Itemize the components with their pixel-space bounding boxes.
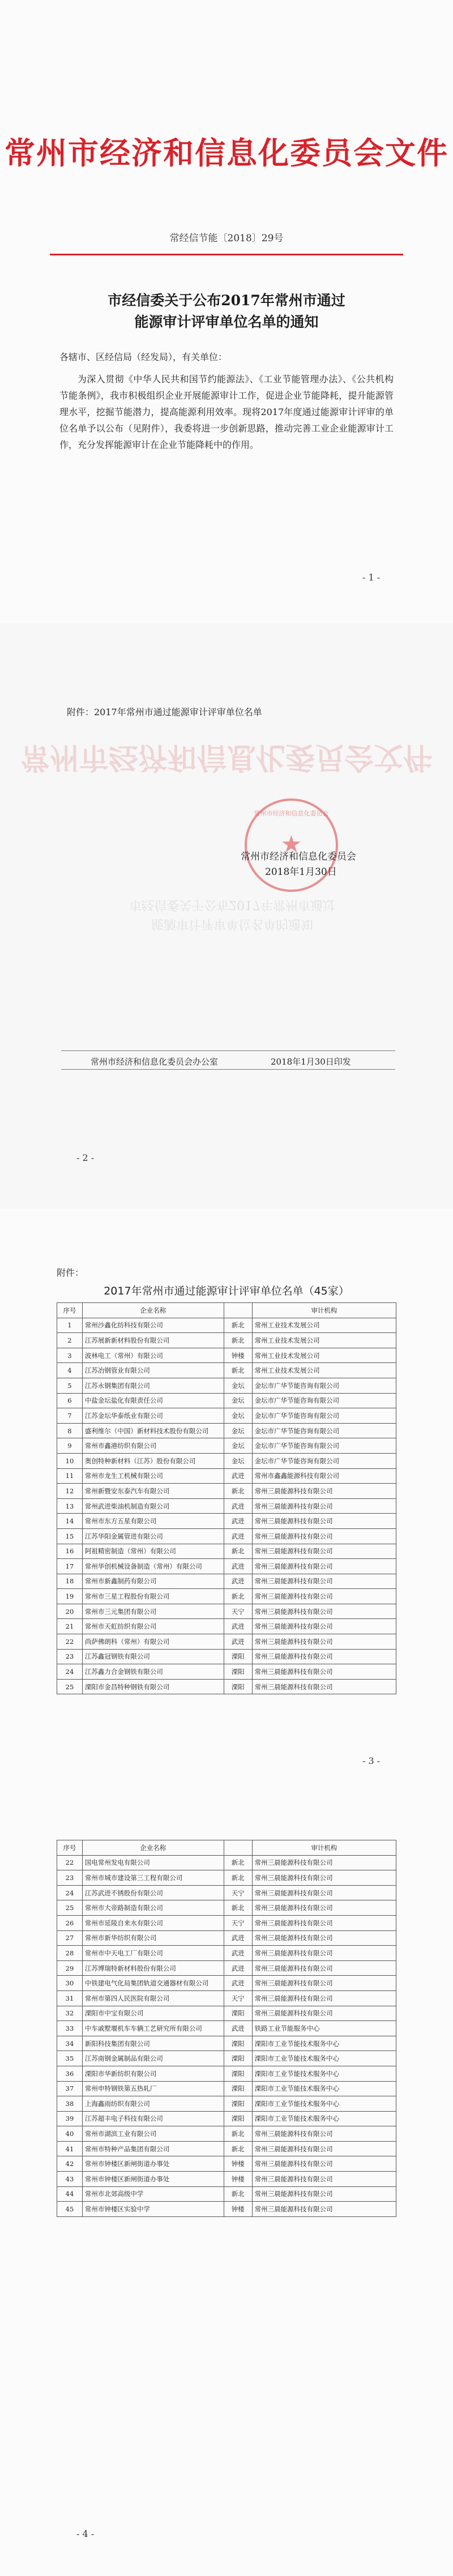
cell-company-name: 奥创特种新材料（江苏）股份有限公司 (82, 1453, 224, 1468)
cell-no: 44 (57, 2186, 83, 2202)
cell-company-name: 常州市湖滨工业有限公司 (82, 2126, 224, 2142)
cell-no: 24 (57, 1885, 83, 1900)
cell-audit-org: 常州三晨能源科技有限公司 (252, 1574, 396, 1589)
cell-area: 天宁 (224, 1990, 252, 2006)
cell-area: 武进 (224, 1528, 252, 1544)
page-number: - 4 - (76, 2528, 95, 2539)
addressee-line: 各辖市、区经信局（经发局），有关单位： (59, 352, 228, 362)
cell-audit-org: 常州三晨能源科技有限公司 (252, 1946, 396, 1961)
cell-audit-org: 常州三晨能源科技有限公司 (252, 1900, 396, 1916)
table-row (57, 2081, 396, 2096)
cell-audit-org: 常州三晨能源科技有限公司 (252, 1930, 396, 1946)
table-header-row (57, 1840, 396, 1856)
cell-area: 武进 (224, 1514, 252, 1529)
notice-title-line-1: 市经信委关于公布2017年常州市通过 (108, 292, 345, 309)
footer-rule-bottom (61, 1069, 395, 1070)
cell-audit-org: 金坛市广华节能咨询有限公司 (252, 1378, 396, 1393)
cell-company-name: 中盐金坛盐化有限责任公司 (82, 1393, 224, 1408)
table-row (57, 2202, 396, 2217)
cell-no: 38 (57, 2096, 83, 2112)
cell-audit-org: 常州三晨能源科技有限公司 (252, 2126, 396, 2142)
document-page-3 (0, 1209, 453, 1815)
cell-no: 13 (57, 1498, 83, 1514)
cell-no: 22 (57, 1634, 83, 1650)
seal-star-icon: ★ (280, 830, 302, 858)
header-no: 序号 (57, 1840, 83, 1856)
cell-audit-org: 常州三晨能源科技有限公司 (252, 1855, 396, 1870)
cell-area: 溧阳 (224, 1664, 252, 1680)
cell-audit-org: 常州工业技术发展公司 (252, 1318, 396, 1333)
cell-audit-org: 常州三晨能源科技有限公司 (252, 2156, 396, 2172)
cell-no: 2 (57, 1333, 83, 1348)
cell-audit-org: 常州三晨能源科技有限公司 (252, 1589, 396, 1604)
attachment-label: 附件： (57, 1267, 84, 1278)
cell-no: 10 (57, 1453, 83, 1468)
header-no: 序号 (57, 1303, 83, 1318)
cell-no: 45 (57, 2202, 83, 2217)
cell-company-name: 波林电工（常州）有限公司 (82, 1348, 224, 1363)
page-number: - 2 - (76, 1152, 95, 1163)
cell-company-name: 常州市钟楼区实验中学 (82, 2202, 224, 2217)
table-row (57, 2172, 396, 2187)
table-row (57, 2126, 396, 2142)
table-row (57, 1855, 396, 1870)
cell-no: 14 (57, 1514, 83, 1529)
cell-area: 金坛 (224, 1438, 252, 1454)
header-org: 审计机构 (252, 1303, 396, 1318)
signature-date: 2018年1月30日 (265, 866, 337, 878)
cell-audit-org: 常州三晨能源科技有限公司 (252, 2006, 396, 2021)
table-row (57, 1649, 396, 1664)
cell-audit-org: 常州三晨能源科技有限公司 (252, 2202, 396, 2217)
cell-no: 36 (57, 2066, 83, 2081)
cell-area: 金坛 (224, 1423, 252, 1438)
cell-audit-org: 常州三晨能源科技有限公司 (252, 1514, 396, 1529)
cell-company-name: 溧阳市金昌特种钢铁有限公司 (82, 1679, 224, 1694)
cell-company-name: 常州市钟楼区新闸街道办事处 (82, 2172, 224, 2187)
cell-no: 42 (57, 2156, 83, 2172)
cell-area: 新北 (224, 2141, 252, 2156)
issuing-office: 常州市经济和信息化委员会办公室 (91, 1057, 219, 1067)
table-row (57, 1559, 396, 1574)
cell-area: 新北 (224, 1318, 252, 1333)
table-row (57, 2066, 396, 2081)
cell-audit-org: 溧阳市工业节能技术服务中心 (252, 2036, 396, 2051)
table-row (57, 1438, 396, 1454)
cell-audit-org: 常州市鑫鑫能源科技有限公司 (252, 1468, 396, 1484)
table-row (57, 1960, 396, 1976)
cell-company-name: 常州市大帝路制造有限公司 (82, 1900, 224, 1916)
cell-audit-org: 常州三晨能源科技有限公司 (252, 1619, 396, 1634)
cell-audit-org: 常州工业技术发展公司 (252, 1333, 396, 1348)
cell-no: 22 (57, 1855, 83, 1870)
cell-company-name: 江苏鑫冠钢铁有限公司 (82, 1649, 224, 1664)
audit-list-table-part-1 (57, 1302, 396, 1694)
cell-company-name: 常州市东方五星有限公司 (82, 1514, 224, 1529)
cell-no: 8 (57, 1423, 83, 1438)
cell-no: 43 (57, 2172, 83, 2187)
bleed-through-title-2: 能源审计评审单位名单的通知 (151, 917, 313, 931)
cell-area: 武进 (224, 1559, 252, 1574)
cell-area: 钟楼 (224, 1348, 252, 1363)
cell-no: 6 (57, 1393, 83, 1408)
seal-ring-text: 常州市经济和信息化委员会 (254, 810, 329, 817)
cell-no: 27 (57, 1930, 83, 1946)
cell-company-name: 国电常州发电有限公司 (82, 1855, 224, 1870)
document-number: 常经信节能〔2018〕29号 (169, 233, 284, 244)
cell-area: 金坛 (224, 1378, 252, 1393)
cell-audit-org: 溧阳市工业节能技术服务中心 (252, 2111, 396, 2126)
cell-no: 29 (57, 1960, 83, 1976)
cell-company-name: 盛利维尔（中国）新材料技术股份有限公司 (82, 1423, 224, 1438)
cell-no: 39 (57, 2111, 83, 2126)
cell-audit-org: 溧阳市工业节能技术服务中心 (252, 2066, 396, 2081)
cell-company-name: 常州沙鑫化纺科技有限公司 (82, 1318, 224, 1333)
cell-area: 钟楼 (224, 2202, 252, 2217)
table-row (57, 1318, 396, 1333)
cell-no: 9 (57, 1438, 83, 1454)
cell-no: 23 (57, 1870, 83, 1886)
cell-area: 武进 (224, 2021, 252, 2036)
cell-area: 金坛 (224, 1453, 252, 1468)
cell-audit-org: 常州三晨能源科技有限公司 (252, 1679, 396, 1694)
cell-area: 溧阳 (224, 1679, 252, 1694)
red-divider-rule (50, 254, 403, 255)
page-number: - 1 - (362, 572, 381, 583)
cell-area: 天宁 (224, 1604, 252, 1619)
table-row (57, 1528, 396, 1544)
cell-company-name: 江苏展新新材料股份有限公司 (82, 1333, 224, 1348)
table-row (57, 1930, 396, 1946)
table-row (57, 1679, 396, 1694)
cell-audit-org: 常州三晨能源科技有限公司 (252, 1885, 396, 1900)
cell-audit-org: 常州三晨能源科技有限公司 (252, 1960, 396, 1976)
cell-company-name: 江苏永钢集团有限公司 (82, 1378, 224, 1393)
cell-area: 新北 (224, 1544, 252, 1559)
cell-no: 17 (57, 1559, 83, 1574)
cell-company-name: 江苏超丰电子科技有限公司 (82, 2111, 224, 2126)
header-area (224, 1840, 252, 1856)
cell-company-name: 常州武进柴油机制造有限公司 (82, 1498, 224, 1514)
cell-no: 26 (57, 1915, 83, 1930)
cell-area: 溧阳 (224, 2036, 252, 2051)
cell-company-name: 江苏武进不锈股份有限公司 (82, 1885, 224, 1900)
list-title: 2017年常州市通过能源审计评审单位名单（45家） (104, 1285, 349, 1297)
cell-area: 武进 (224, 1976, 252, 1991)
cell-no: 23 (57, 1649, 83, 1664)
cell-area: 溧阳 (224, 2096, 252, 2112)
cell-audit-org: 溧阳市工业节能技术服务中心 (252, 2096, 396, 2112)
cell-audit-org: 常州三晨能源科技有限公司 (252, 1498, 396, 1514)
cell-audit-org: 常州三晨能源科技有限公司 (252, 2172, 396, 2187)
cell-company-name: 溧阳市华新纺织有限公司 (82, 2066, 224, 2081)
cell-area: 溧阳 (224, 2066, 252, 2081)
cell-area: 武进 (224, 1634, 252, 1650)
cell-area: 新北 (224, 2126, 252, 2142)
attachment-reference: 附件：2017年常州市通过能源审计评审单位名单 (67, 707, 262, 717)
cell-company-name: 江苏鑫力合金钢铁有限公司 (82, 1664, 224, 1680)
table-row (57, 1589, 396, 1604)
cell-audit-org: 常州三晨能源科技有限公司 (252, 2141, 396, 2156)
cell-company-name: 常州市钟楼区新闸街道办事处 (82, 2156, 224, 2172)
cell-no: 5 (57, 1378, 83, 1393)
table-row (57, 1408, 396, 1424)
cell-no: 25 (57, 1679, 83, 1694)
table-row (57, 1634, 396, 1650)
audit-list-table-part-2 (57, 1840, 396, 2217)
table-row (57, 2141, 396, 2156)
table-row (57, 1664, 396, 1680)
cell-company-name: 常州市三元集团有限公司 (82, 1604, 224, 1619)
cell-no: 4 (57, 1363, 83, 1378)
table-row (57, 1484, 396, 1499)
table-row (57, 1453, 396, 1468)
cell-area: 新北 (224, 1900, 252, 1916)
page-number: - 3 - (362, 1755, 381, 1766)
cell-company-name: 江苏博瑞特新材料股份有限公司 (82, 1960, 224, 1976)
cell-no: 31 (57, 1990, 83, 2006)
cell-company-name: 常州市北郊高级中学 (82, 2186, 224, 2202)
table-header-row (57, 1303, 396, 1318)
signature-organization: 常州市经济和信息化委员会 (241, 851, 356, 862)
cell-no: 18 (57, 1574, 83, 1589)
cell-area: 新北 (224, 1333, 252, 1348)
cell-area: 新北 (224, 1870, 252, 1886)
cell-no: 15 (57, 1528, 83, 1544)
header-name: 企业名称 (82, 1840, 224, 1856)
cell-audit-org: 常州三晨能源科技有限公司 (252, 1990, 396, 2006)
cell-area: 钟楼 (224, 2172, 252, 2187)
table-row (57, 2111, 396, 2126)
cell-company-name: 常州市新华纺织有限公司 (82, 1930, 224, 1946)
cell-company-name: 常州市延陵自来水有限公司 (82, 1915, 224, 1930)
cell-area: 新北 (224, 2186, 252, 2202)
table-row (57, 1946, 396, 1961)
table-row (57, 2186, 396, 2202)
cell-audit-org: 金坛市广华节能咨询有限公司 (252, 1423, 396, 1438)
cell-no: 11 (57, 1468, 83, 1484)
cell-area: 武进 (224, 1619, 252, 1634)
table-row (57, 1363, 396, 1378)
table-row (57, 1870, 396, 1886)
cell-company-name: 常州申特钢铁第五热轧厂 (82, 2081, 224, 2096)
document-header-title: 常州市经济和信息化委员会文件 (5, 135, 448, 171)
cell-company-name: 常州市新鑫制药有限公司 (82, 1574, 224, 1589)
document-page-1 (0, 0, 453, 623)
cell-audit-org: 金坛市广华节能咨询有限公司 (252, 1393, 396, 1408)
table-row (57, 1544, 396, 1559)
table-row (57, 2021, 396, 2036)
cell-area: 金坛 (224, 1408, 252, 1424)
cell-company-name: 江苏华阳金属管进有限公司 (82, 1528, 224, 1544)
cell-no: 37 (57, 2081, 83, 2096)
cell-audit-org: 常州三晨能源科技有限公司 (252, 1870, 396, 1886)
cell-no: 19 (57, 1589, 83, 1604)
cell-area: 武进 (224, 1498, 252, 1514)
table-row (57, 2006, 396, 2021)
cell-no: 25 (57, 1900, 83, 1916)
header-org: 审计机构 (252, 1840, 396, 1856)
cell-no: 34 (57, 2036, 83, 2051)
cell-audit-org: 常州三晨能源科技有限公司 (252, 2186, 396, 2202)
table-row (57, 2036, 396, 2051)
cell-audit-org: 常州工业技术发展公司 (252, 1363, 396, 1378)
cell-area: 武进 (224, 1946, 252, 1961)
cell-area: 新北 (224, 1363, 252, 1378)
cell-audit-org: 常州三晨能源科技有限公司 (252, 1559, 396, 1574)
table-row (57, 1514, 396, 1529)
cell-company-name: 江苏金坛华泰纸业有限公司 (82, 1408, 224, 1424)
cell-audit-org: 常州三晨能源科技有限公司 (252, 1976, 396, 1991)
cell-audit-org: 金坛市广华节能咨询有限公司 (252, 1438, 396, 1454)
cell-no: 35 (57, 2051, 83, 2066)
cell-no: 1 (57, 1318, 83, 1333)
cell-area: 新北 (224, 1855, 252, 1870)
cell-audit-org: 金坛市广华节能咨询有限公司 (252, 1408, 396, 1424)
cell-audit-org: 常州三晨能源科技有限公司 (252, 1649, 396, 1664)
cell-no: 20 (57, 1604, 83, 1619)
cell-company-name: 江苏南钢金属制品有限公司 (82, 2051, 224, 2066)
cell-company-name: 尚萨佛朗科（常州）有限公司 (82, 1634, 224, 1650)
header-name: 企业名称 (82, 1303, 224, 1318)
notice-title-line-2: 能源审计评审单位名单的通知 (134, 314, 319, 330)
table-row (57, 2156, 396, 2172)
cell-area: 武进 (224, 1574, 252, 1589)
cell-no: 32 (57, 2006, 83, 2021)
notice-body-text: 为深入贯彻《中华人民共和国节约能源法》、《工业节能管理办法》、《公共机构节能条例》，我市积极组织企业开展能源审计工作，促进企业节能降耗，提升能源管理水平，挖掘节能潜力，提高能源利用效率。现将2017年度通过能源审计评审的单位名单予以公布（见附件），我委将进一步创新思路，推动完善工业企业能源审计工作，充分发挥能源审计在企业节能降耗中的作用。 (59, 374, 394, 450)
cell-area: 武进 (224, 1468, 252, 1484)
cell-area: 新北 (224, 1484, 252, 1499)
cell-no: 12 (57, 1484, 83, 1499)
cell-area: 新北 (224, 1589, 252, 1604)
cell-no: 41 (57, 2141, 83, 2156)
cell-company-name: 阿祖精密制造（常州）有限公司 (82, 1544, 224, 1559)
table-row (57, 1423, 396, 1438)
cell-company-name: 常州市特种产品集团有限公司 (82, 2141, 224, 2156)
cell-company-name: 溧阳市中宝有限公司 (82, 2006, 224, 2021)
table-row (57, 1348, 396, 1363)
table-row (57, 1393, 396, 1408)
cell-area: 溧阳 (224, 2081, 252, 2096)
table-row (57, 1378, 396, 1393)
table-row (57, 1990, 396, 2006)
notice-title (0, 290, 453, 333)
document-page-2 (0, 623, 453, 1209)
bleed-through-title-1: 市经信委关于公布2017年常州市通过 (129, 898, 335, 912)
cell-no: 7 (57, 1408, 83, 1424)
cell-area: 武进 (224, 1960, 252, 1976)
table-row (57, 1619, 396, 1634)
cell-no: 28 (57, 1946, 83, 1961)
header-area (224, 1303, 252, 1318)
cell-company-name: 常州市鑫港纺织有限公司 (82, 1438, 224, 1454)
table-row (57, 2051, 396, 2066)
table-row (57, 1885, 396, 1900)
cell-area: 溧阳 (224, 1649, 252, 1664)
cell-audit-org: 常州三晨能源科技有限公司 (252, 1915, 396, 1930)
cell-company-name: 中铁建电气化局集团轨道交通器材有限公司 (82, 1976, 224, 1991)
table-row (57, 1333, 396, 1348)
cell-company-name: 常州市龙生工机械有限公司 (82, 1468, 224, 1484)
cell-no: 24 (57, 1664, 83, 1680)
cell-company-name: 江苏冶钢管业有限公司 (82, 1363, 224, 1378)
cell-audit-org: 溧阳市工业节能技术服务中心 (252, 2051, 396, 2066)
print-date: 2018年1月30日印发 (271, 1057, 351, 1067)
cell-company-name: 新阳科技集团有限公司 (82, 2036, 224, 2051)
table-row (57, 1915, 396, 1930)
cell-audit-org: 常州工业技术发展公司 (252, 1348, 396, 1363)
cell-company-name: 常州市第四人民医院有限公司 (82, 1990, 224, 2006)
cell-company-name: 常州市中天电工厂有限公司 (82, 1946, 224, 1961)
cell-area: 溧阳 (224, 2111, 252, 2126)
table-row (57, 1574, 396, 1589)
table-row (57, 2096, 396, 2112)
cell-audit-org: 常州三晨能源科技有限公司 (252, 1604, 396, 1619)
cell-audit-org: 金坛市广华节能咨询有限公司 (252, 1453, 396, 1468)
table-row (57, 1498, 396, 1514)
table-row (57, 1468, 396, 1484)
cell-company-name: 常州市天虹纺织有限公司 (82, 1619, 224, 1634)
cell-company-name: 常州市三星工程股份有限公司 (82, 1589, 224, 1604)
table-row (57, 1976, 396, 1991)
table-row (57, 1900, 396, 1916)
cell-audit-org: 溧阳市工业节能技术服务中心 (252, 2081, 396, 2096)
table-row (57, 1604, 396, 1619)
official-seal-stamp (245, 798, 338, 892)
cell-area: 天宁 (224, 1885, 252, 1900)
cell-audit-org: 常州三晨能源科技有限公司 (252, 1544, 396, 1559)
cell-no: 21 (57, 1619, 83, 1634)
cell-company-name: 常州市城市建设第三工程有限公司 (82, 1870, 224, 1886)
cell-no: 30 (57, 1976, 83, 1991)
cell-audit-org: 常州三晨能源科技有限公司 (252, 1664, 396, 1680)
cell-audit-org: 常州三晨能源科技有限公司 (252, 1484, 396, 1499)
cell-area: 武进 (224, 1930, 252, 1946)
footer-rule-top (61, 1050, 395, 1051)
cell-area: 金坛 (224, 1393, 252, 1408)
cell-audit-org: 铁路工业节能服务中心 (252, 2021, 396, 2036)
cell-area: 溧阳 (224, 2006, 252, 2021)
cell-no: 40 (57, 2126, 83, 2142)
cell-audit-org: 常州三晨能源科技有限公司 (252, 1634, 396, 1650)
document-page-4 (0, 1815, 453, 2576)
cell-area: 天宁 (224, 1915, 252, 1930)
cell-company-name: 上海鑫雨纺织有限公司 (82, 2096, 224, 2112)
bleed-through-header: 常州市经济和信息化委员会文件 (20, 740, 433, 775)
cell-company-name: 常州华创机械设备制造（常州）有限公司 (82, 1559, 224, 1574)
cell-area: 溧阳 (224, 2051, 252, 2066)
cell-no: 3 (57, 1348, 83, 1363)
cell-area: 钟楼 (224, 2156, 252, 2172)
cell-no: 33 (57, 2021, 83, 2036)
cell-company-name: 常州新暨安东泰汽车有限公司 (82, 1484, 224, 1499)
cell-no: 16 (57, 1544, 83, 1559)
cell-audit-org: 常州三晨能源科技有限公司 (252, 1528, 396, 1544)
cell-company-name: 中车戚墅堰机车车辆工艺研究所有限公司 (82, 2021, 224, 2036)
